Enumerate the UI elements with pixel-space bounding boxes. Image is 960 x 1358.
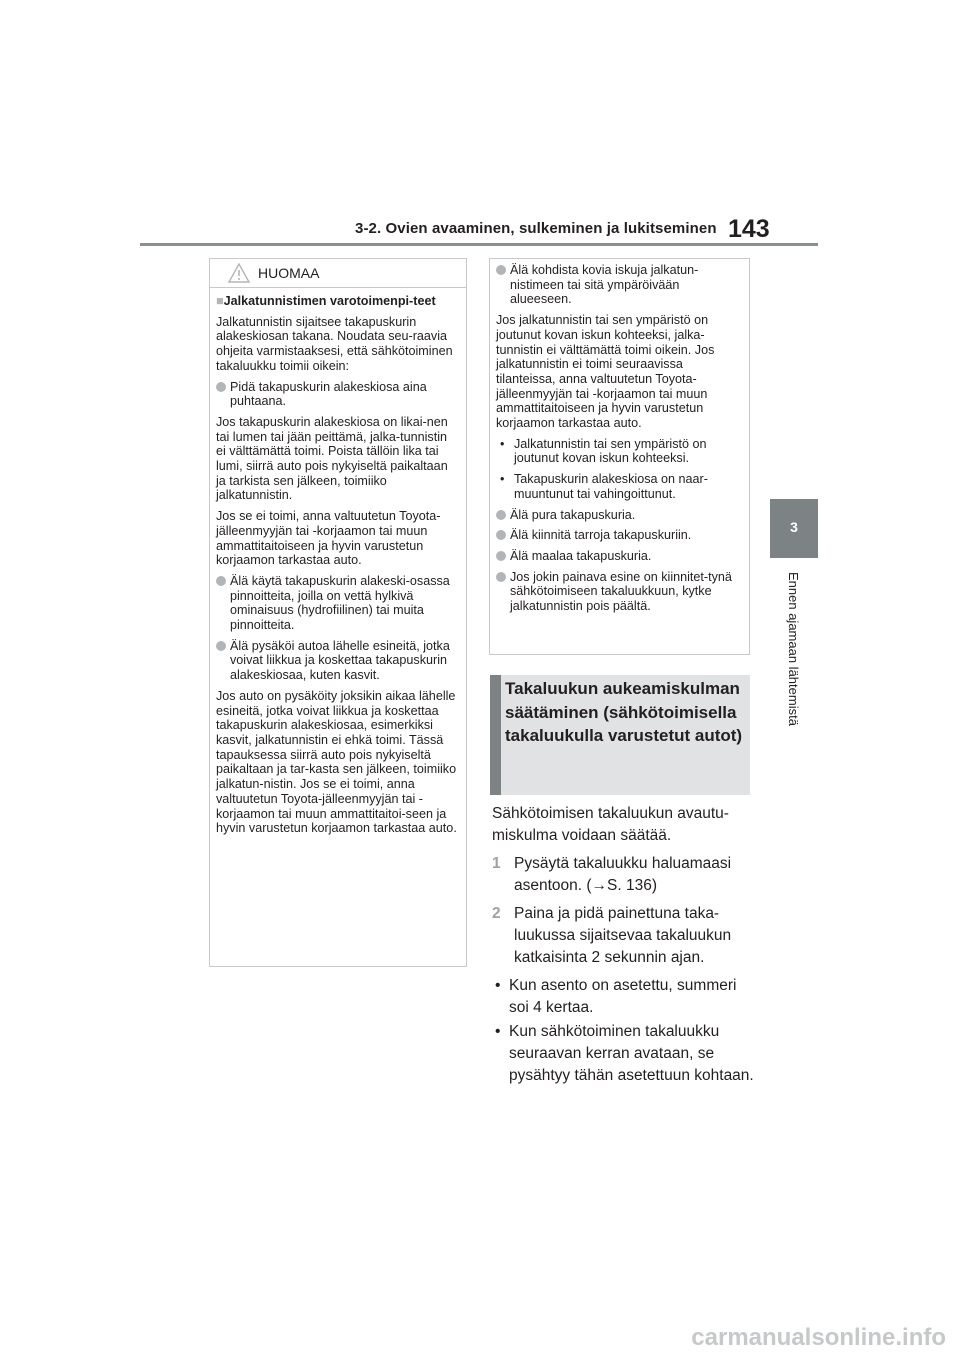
- chapter-label: Ennen ajamaan lähtemistä: [786, 572, 801, 726]
- section-intro: Sähkötoimisen takaluukun avautu-miskulma voidaan säätää.: [492, 805, 729, 844]
- notice-box-continued: [489, 258, 750, 655]
- notice-box: [209, 258, 467, 967]
- sub-heading: ■Jalkatunnistimen varotoimenpi-teet: [216, 294, 436, 308]
- bullet-item: Älä maalaa takapuskuria.: [496, 549, 743, 564]
- bullet-dot-icon: [496, 551, 506, 561]
- header-divider: [140, 243, 818, 246]
- dash-bullet-icon: •: [500, 436, 505, 451]
- bullet-item: Älä kiinnitä tarroja takapuskuriin.: [496, 528, 743, 543]
- warning-icon: [228, 263, 250, 283]
- running-header: 3-2. Ovien avaaminen, sulkeminen ja lukitseminen: [355, 220, 717, 237]
- notice-intro: Jalkatunnistin sijaitsee takapuskurin alakeskiosan takana. Noudata seu-raavia ohjeita varmistaaksesi, että sähkötoiminen takaluukku toimii oikein:: [216, 314, 453, 373]
- step-item: 2 Paina ja pidä painettuna taka-luukussa sijaitsevaa takaluukun katkaisinta 2 sekunnin ajan.: [492, 905, 732, 966]
- notice-paragraph: Jos jalkatunnistin tai sen ympäristö on joutunut kovan iskun kohteeksi, jalka-tunnistin ei välttämättä toimi oikein. Jos jalkatunnistin ei toimi seuraavissa tilanteissa, anna valtuutetun Toyota-jälleenmyyjän tai -korjaamon tai muun ammattitaitoiseen ja hyvin varustetun korjaamon tarkastaa auto.: [496, 313, 715, 431]
- step-number: 1: [492, 855, 501, 872]
- dash-bullet-icon: •: [500, 472, 505, 487]
- bullet-item: Pidä takapuskurin alakeskiosa aina puhtaana.: [216, 380, 460, 409]
- notice-paragraph: Jos takapuskurin alakeskiosa on likai-nen tai lumen tai jään peittämä, jalka-tunnistin ei välttämättä toimi. Poista tällöin lika tai lumi, siirrä auto pois nykyiseltä paikaltaan ja tarkista sen jälkeen, toimiiko jalkatunnistin.: [216, 414, 448, 503]
- watermark: carmanualsonline.info: [691, 1324, 946, 1351]
- bullet-dot-icon: [216, 382, 226, 392]
- section-title: Takaluukun aukeamiskulman säätäminen (sähkötoimisella takaluukulla varustetut autot): [505, 679, 743, 745]
- page-number: 143: [728, 215, 770, 243]
- bullet-dot-icon: [496, 265, 506, 275]
- bullet-dot-icon: [496, 572, 506, 582]
- bullet-dot-icon: [216, 576, 226, 586]
- square-bullet-icon: ■: [216, 294, 224, 308]
- bullet-item: Jos jokin painava esine on kiinnitet-tynä sähkötoimiseen takaluukkuun, kytke jalkatunnistin pois päältä.: [496, 570, 743, 614]
- dash-item: • Jalkatunnistin tai sen ympäristö on joutunut kovan iskun kohteeksi.: [500, 436, 707, 466]
- dash-item: • Kun asento on asetettu, summeri soi 4 kertaa.: [495, 977, 737, 1016]
- bullet-dot-icon: [216, 641, 226, 651]
- dash-item: • Kun sähkötoiminen takaluukku seuraavan kerran avataan, se pysähtyy tähän asetettuun kohtaan.: [495, 1023, 754, 1084]
- bullet-item: Älä kohdista kovia iskuja jalkatun-nistimeen tai sitä ympäröivään alueeseen.: [496, 263, 743, 307]
- dash-item: • Takapuskurin alakeskiosa on naar-muuntunut tai vahingoittunut.: [500, 472, 708, 501]
- step-item: 1 Pysäytä takaluukku haluamaasi asentoon. (→S. 136): [492, 855, 732, 894]
- dash-bullet-icon: •: [495, 977, 501, 994]
- chapter-tab: [770, 499, 818, 558]
- main-content: [492, 803, 754, 1089]
- notice-title: HUOMAA: [258, 265, 320, 281]
- section-accent-bar: [490, 675, 501, 795]
- bullet-item: Älä käytä takapuskurin alakeski-osassa pinnoitteita, joilla on vettä hylkivä ominaisuus (hydrofiilinen) tai muita pinnoitteita.: [216, 574, 460, 633]
- section-heading-box: [490, 675, 750, 795]
- notice-paragraph: Jos auto on pysäköity joksikin aikaa lähelle esineitä, jotka voivat liikkua ja koskettaa takapuskurin alakeskiosaa, esimerkiksi kasvit, jalkatunnistin ei ehkä toimi. Tässä tapauksessa siirrä auto pois nykyiseltä paikaltaan ja tar-kasta sen jälkeen, toimiiko jalkatun-nistin. Jos se ei toimi, anna valtuutetun Toyota-jälleenmyyjän tai -korjaamon tai muun ammattitaitoi-seen ja hyvin varustetun korjaamon tarkastaa auto.: [216, 688, 457, 836]
- bullet-item: Älä pura takapuskuria.: [496, 508, 743, 523]
- bullet-dot-icon: [496, 510, 506, 520]
- notice-header: [210, 259, 466, 288]
- chapter-number: 3: [790, 519, 798, 535]
- notice-paragraph: Jos se ei toimi, anna valtuutetun Toyota-jälleenmyyjän tai -korjaamon tai muun ammattitaitoiseen ja hyvin varustetun korjaamon tarkastaa auto.: [216, 509, 441, 568]
- dash-bullet-icon: •: [495, 1023, 501, 1040]
- bullet-item: Älä pysäköi autoa lähelle esineitä, jotka voivat liikkua ja koskettaa takapuskurin alakeskiosaa, kuten kasvit.: [216, 639, 460, 683]
- step-number: 2: [492, 905, 501, 922]
- bullet-dot-icon: [496, 530, 506, 540]
